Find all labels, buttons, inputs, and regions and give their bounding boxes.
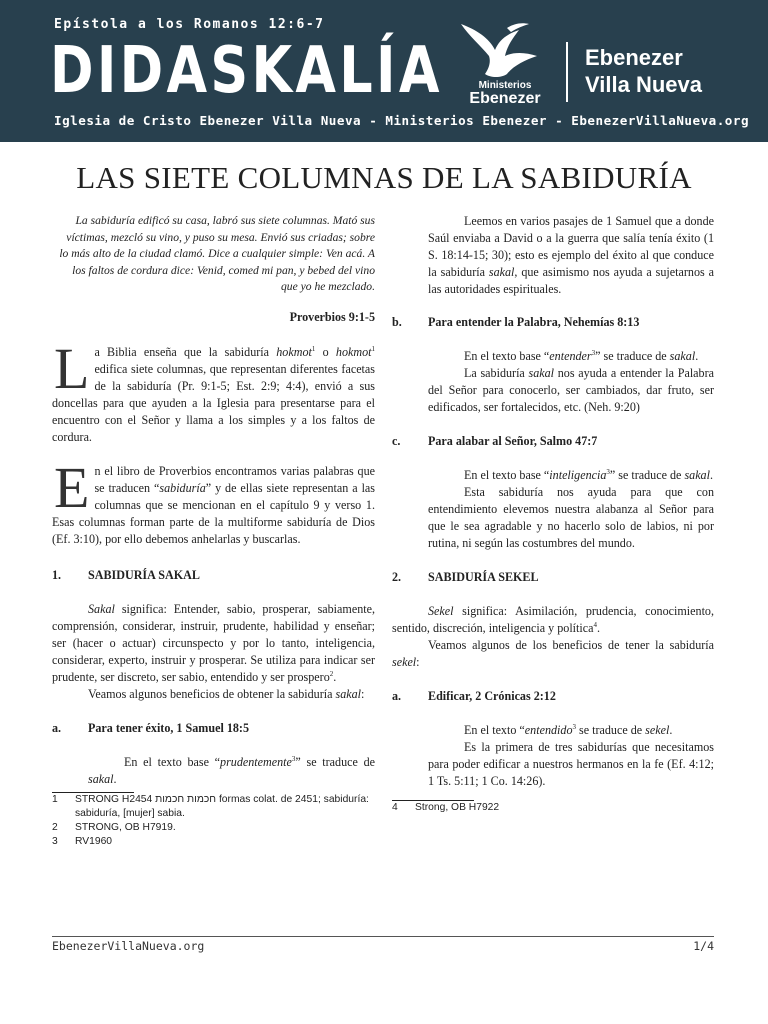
subsection-paragraph: En el texto “entendido$^3$ se traduce de sekel.: [464, 722, 673, 737]
epigraph-reference: Proverbios 9:1-5: [289, 309, 375, 324]
header-tagline: Iglesia de Cristo Ebenezer Villa Nueva - Ministerios Ebenezer - EbenezerVillaNueva.org: [54, 113, 750, 128]
footnote-ref[interactable]: 3: [291, 754, 296, 763]
footnote-ref[interactable]: 4: [593, 620, 598, 629]
subsection-paragraph: En el texto base “inteligencia$^3$” se traduce de sakal.: [464, 467, 713, 482]
section-paragraph: Sakal significa: Entender, sabio, prosperar, sabiamente, comprensión, considerar, instruir, prudente, habilidad y enseñar; ser (hacer o actuar) circunspecto y por lo tanto, inteligencia, considerar, experto, instruir y prosperar. Se utiliza para indicar ser prudente, ser discreto, ser sabio, entendido y ser prospero$^2$.: [52, 601, 375, 684]
logo-big-text: Ebenezer: [469, 90, 541, 107]
footnote-ref[interactable]: 2: [329, 669, 334, 678]
footnote: 2 STRONG, OB H7919.: [52, 821, 176, 833]
section-heading: 1. SABIDURÍA SAKAL: [52, 567, 200, 582]
page-number: 1/4: [693, 939, 714, 953]
section-paragraph: Sekel significa: Asimilación, prudencia, conocimiento, sentido, discreción, inteligencia y política$^4$.: [392, 604, 714, 635]
subsection-heading: c. Para alabar al Señor, Salmo 47:7: [392, 434, 598, 448]
section-paragraph: Veamos algunos de los beneficios de tener la sabiduría sekel:: [392, 638, 714, 669]
subsection-heading: b. Para entender la Palabra, Nehemías 8:13: [392, 315, 640, 329]
church-name: [585, 44, 702, 98]
header-divider: [566, 42, 568, 102]
right-column: [392, 213, 714, 815]
footnote-ref[interactable]: 3: [606, 467, 610, 476]
brand-title: DIDASKALÍA: [50, 34, 443, 108]
verse-reference: Epístola a los Romanos 12:6-7: [54, 17, 325, 32]
intro-paragraph-2: En el libro de Proverbios encontramos varias palabras que se traducen “sabiduría” y de ellas siete representan a las columnas que se mencionan en el capítulo 9 y verso 1. Esas columnas forman parte de la multiforme sabiduría de Dios (Ef. 3:10), por ello debemos anhelarlas y buscarlas.: [52, 454, 375, 546]
section-paragraph: Veamos algunos beneficios de obtener la sabiduría sakal:: [88, 686, 365, 701]
footnote: 4 Strong, OB H7922: [392, 802, 500, 813]
epigraph: La sabiduría edificó su casa, labró sus siete columnas. Mató sus víctimas, mezcló su vino, y puso su mesa. Envió sus criadas; sobre lo más alto de la ciudad clamó. Dice a cualquier simple: Ven acá. A los faltos de cordura dice: Venid, comed mi pan, y bebed del vino que yo he mezclado.: [59, 214, 375, 293]
subsection-paragraph: En el texto base “prudentemente$^3$” se traduce de sakal.: [88, 754, 375, 786]
section-heading: 2. SABIDURÍA SEKEL: [392, 570, 539, 584]
header-banner: [0, 0, 768, 142]
church-name-line1: Ebenezer: [585, 45, 683, 70]
intro-paragraph-1: La Biblia enseña que la sabiduría hokmot$^1$ o hokmot$^1$ edifica siete columnas, que representan diferentes facetas de la sabiduría (Pr. 9:1-5; Est. 2:9; 4:4), envió a sus doncellas para que ayuden a la Iglesia para presentarse para el encuentro con el Señor y llama a los simples y a los faltos de cordura.: [52, 335, 375, 444]
subsection-heading: a. Edificar, 2 Crónicas 2:12: [392, 689, 556, 703]
page-footer: [52, 936, 714, 953]
logo-caption: [468, 80, 542, 107]
footnote-ref[interactable]: 3: [572, 722, 576, 731]
subsection-paragraph: Es la primera de tres sabidurías que necesitamos para poder edificar a nuestros hermanos en la fe (Ef. 4:12; 1 Ts. 5:11; 1 Co. 14:26).: [428, 740, 714, 788]
footer-site-link[interactable]: EbenezerVillaNueva.org: [52, 939, 205, 953]
left-column: [52, 213, 375, 849]
footnote-ref[interactable]: 3: [591, 348, 596, 357]
church-name-line2: Villa Nueva: [585, 72, 702, 97]
subsection-paragraph: Esta sabiduría nos ayuda para que con entendimiento elevemos nuestra alabanza al Señor para que le sea agradable y no hacerlo solo de labios, ni por rutina, ni según las costumbres del mundo.: [428, 485, 714, 550]
footnote: 1 STRONG H2454 חכמות חכמות formas colat. de 2451; sabiduría: sabiduría, [mujer] sabia.: [52, 793, 369, 819]
paragraph: Leemos en varios pasajes de 1 Samuel que a donde Saúl enviaba a David o a la guerra que salía tenía éxito (1 S. 18:14-15; 30); esto es ejemplo del éxito al que conduce la sabiduría sakal, que asimismo nos ayuda a sujetarnos a las autoridades espirituales.: [428, 214, 714, 296]
subsection-paragraph: La sabiduría sakal nos ayuda a entender la Palabra del Señor para conocerlo, ser cambiados, dar fruto, ser edificados, ser fortalecidos, etc. (Neh. 9:20): [428, 366, 714, 414]
footnote-ref[interactable]: 1: [371, 344, 375, 353]
footnote: 3 RV1960: [52, 835, 113, 847]
footnote-ref[interactable]: 1: [311, 344, 316, 353]
subsection-paragraph: En el texto base “entender$^3$” se traduce de sakal.: [464, 348, 699, 363]
page-title: LAS SIETE COLUMNAS DE LA SABIDURÍA: [76, 160, 692, 195]
drop-cap: E: [54, 454, 90, 520]
drop-cap: L: [54, 335, 90, 401]
subsection-heading: a. Para tener éxito, 1 Samuel 18:5: [52, 720, 249, 735]
logo-small-text: Ministerios: [478, 80, 532, 91]
